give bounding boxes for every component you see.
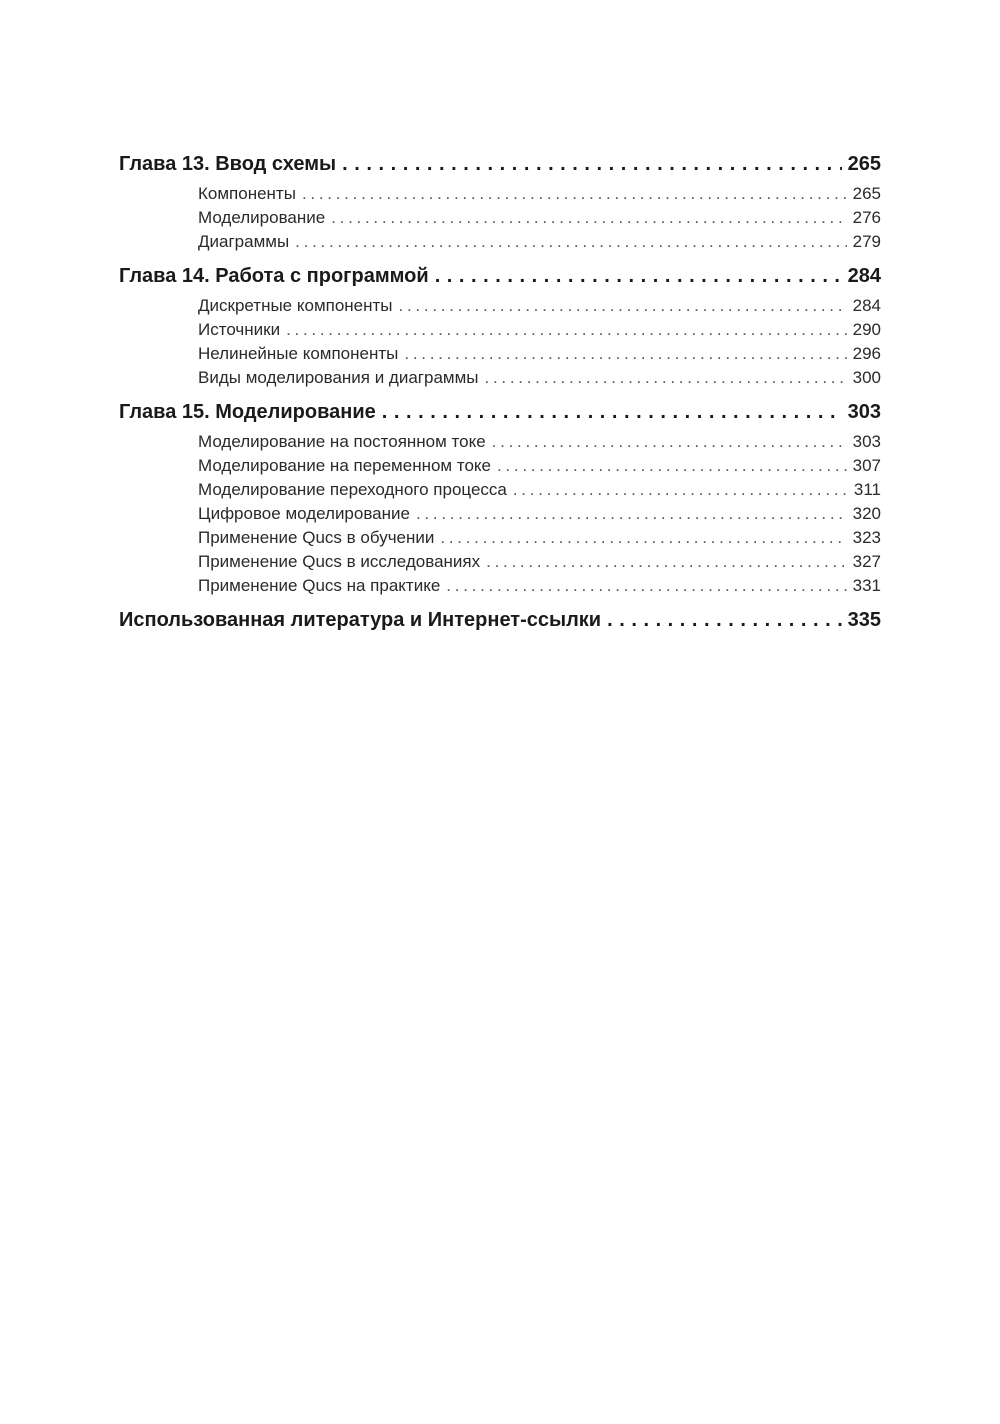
dot-leader	[513, 478, 848, 502]
section-title: Виды моделирования и диаграммы	[198, 368, 479, 387]
toc-section-entry[interactable]	[198, 230, 881, 254]
chapter-heading[interactable]	[119, 262, 881, 292]
section-title: Нелинейные компоненты	[198, 344, 399, 363]
dot-leader	[446, 574, 846, 598]
dot-leader	[331, 206, 846, 230]
dot-leader	[342, 150, 841, 178]
toc-section-entry[interactable]	[198, 430, 881, 454]
dot-leader	[295, 230, 846, 254]
section-page-number: 327	[852, 552, 881, 571]
chapter-title: Глава 13. Ввод схемы	[119, 153, 337, 175]
section-list	[198, 182, 881, 254]
toc-section-entry[interactable]	[198, 342, 881, 366]
dot-leader	[399, 294, 847, 318]
section-title: Цифровое моделирование	[198, 504, 410, 523]
dot-leader	[382, 398, 842, 426]
toc-chapter-14	[119, 262, 881, 390]
section-title: Моделирование	[198, 208, 326, 227]
references-title: Использованная литература и Интернет-ссылки	[119, 609, 602, 631]
dot-leader	[497, 454, 847, 478]
toc-section-entry[interactable]	[198, 366, 881, 390]
dot-leader	[485, 366, 847, 390]
section-title: Компоненты	[198, 184, 296, 203]
dot-leader	[404, 342, 846, 366]
section-page-number: 307	[852, 456, 881, 475]
section-title: Моделирование на переменном токе	[198, 456, 491, 475]
section-page-number: 300	[852, 368, 881, 387]
chapter-page-number: 284	[847, 265, 881, 287]
section-page-number: 279	[852, 232, 881, 251]
section-page-number: 303	[852, 432, 881, 451]
toc-section-entry[interactable]	[198, 294, 881, 318]
chapter-heading[interactable]	[119, 398, 881, 428]
references-heading[interactable]	[119, 606, 881, 636]
toc-chapter-15	[119, 398, 881, 598]
section-title: Применение Qucs на практике	[198, 576, 441, 595]
section-page-number: 320	[852, 504, 881, 523]
toc-section-entry[interactable]	[198, 574, 881, 598]
dot-leader	[435, 262, 842, 290]
section-list	[198, 430, 881, 598]
toc-section-entry[interactable]	[198, 318, 881, 342]
toc-section-entry[interactable]	[198, 206, 881, 230]
dot-leader	[286, 318, 847, 342]
references-page-number: 335	[847, 609, 881, 631]
chapter-title: Глава 14. Работа с программой	[119, 265, 429, 287]
section-page-number: 284	[852, 296, 881, 315]
section-title: Диаграммы	[198, 232, 290, 251]
section-page-number: 265	[852, 184, 881, 203]
toc-section-entry[interactable]	[198, 478, 881, 502]
section-page-number: 311	[853, 480, 881, 499]
dot-leader	[302, 182, 847, 206]
chapter-title: Глава 15. Моделирование	[119, 401, 376, 423]
section-page-number: 290	[852, 320, 881, 339]
dot-leader	[486, 550, 846, 574]
toc-section-entry[interactable]	[198, 502, 881, 526]
section-page-number: 323	[852, 528, 881, 547]
toc-section-entry[interactable]	[198, 182, 881, 206]
chapter-page-number: 303	[847, 401, 881, 423]
chapter-heading[interactable]	[119, 150, 881, 180]
section-page-number: 276	[852, 208, 881, 227]
section-page-number: 296	[852, 344, 881, 363]
section-title: Применение Qucs в обучении	[198, 528, 435, 547]
toc-references	[119, 606, 881, 636]
section-title: Применение Qucs в исследованиях	[198, 552, 481, 571]
toc-section-entry[interactable]	[198, 526, 881, 550]
toc-chapter-13	[119, 150, 881, 254]
section-list	[198, 294, 881, 390]
dot-leader	[440, 526, 846, 550]
section-title: Источники	[198, 320, 281, 339]
section-title: Дискретные компоненты	[198, 296, 393, 315]
table-of-contents	[119, 150, 881, 636]
chapter-page-number: 265	[847, 153, 881, 175]
section-title: Моделирование переходного процесса	[198, 480, 507, 499]
dot-leader	[607, 606, 842, 634]
toc-section-entry[interactable]	[198, 454, 881, 478]
dot-leader	[492, 430, 847, 454]
section-title: Моделирование на постоянном токе	[198, 432, 486, 451]
section-page-number: 331	[852, 576, 881, 595]
toc-section-entry[interactable]	[198, 550, 881, 574]
dot-leader	[416, 502, 847, 526]
